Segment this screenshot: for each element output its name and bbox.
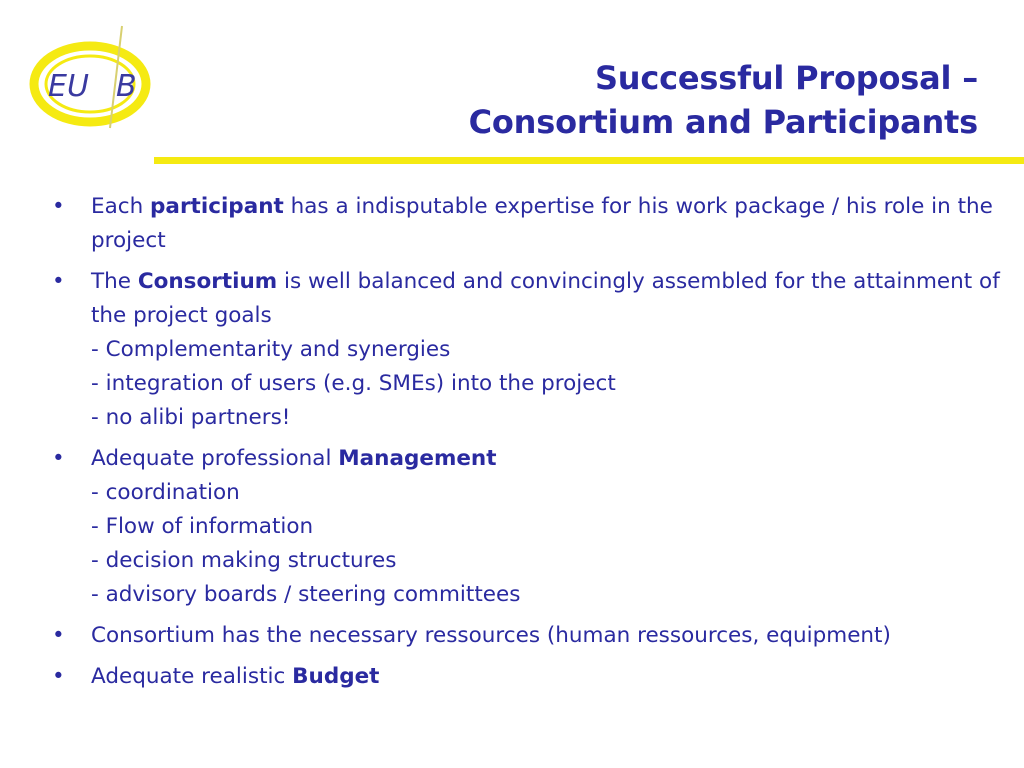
bullet-text-bold: Consortium: [137, 269, 278, 294]
bullet-icon: •: [52, 194, 65, 219]
bullet-icon: •: [52, 269, 65, 294]
bullet-text-pre: Each: [91, 194, 151, 219]
sub-item: - integration of users (e.g. SMEs) into the project: [91, 371, 616, 396]
bullet-icon: •: [52, 664, 65, 689]
bullet-text: [91, 664, 379, 689]
eub-logo: [18, 20, 168, 130]
title-divider: [154, 157, 1024, 164]
sub-item: - no alibi partners!: [91, 405, 291, 430]
bullet-text: Consortium has the necessary ressources (human ressources, equipment): [91, 623, 891, 648]
sub-item: - Complementarity and synergies: [91, 337, 451, 362]
bullet-item-consortium: [52, 265, 1018, 435]
sub-item: - advisory boards / steering committees: [91, 582, 521, 607]
bullet-item-resources: [52, 619, 1018, 653]
bullet-text: [91, 446, 497, 471]
bullet-text-pre: Adequate professional: [91, 446, 339, 471]
bullet-item-participant: [52, 190, 1018, 258]
bullet-text: [91, 269, 1000, 328]
slide-title-line-1: Successful Proposal –: [594, 59, 978, 97]
svg-text:EU: EU: [48, 69, 89, 104]
sub-item: - Flow of information: [91, 514, 314, 539]
bullet-text-post: is well balanced and convincingly assembled for the attainment of the project goals: [91, 269, 1000, 328]
bullet-item-budget: [52, 660, 1018, 694]
bullet-text-bold: Budget: [292, 664, 380, 689]
bullet-list: [52, 190, 1018, 701]
svg-text:B: B: [116, 69, 137, 104]
bullet-icon: •: [52, 446, 65, 471]
bullet-text-pre: Adequate realistic: [91, 664, 293, 689]
slide-title: [338, 56, 978, 144]
bullet-icon: •: [52, 623, 65, 648]
slide-title-line-2: Consortium and Participants: [468, 103, 978, 141]
sub-item: - decision making structures: [91, 548, 397, 573]
bullet-item-management: [52, 442, 1018, 612]
sub-item: - coordination: [91, 480, 240, 505]
bullet-text: [91, 194, 993, 253]
bullet-text-pre: The: [91, 269, 138, 294]
bullet-text-bold: participant: [150, 194, 284, 219]
bullet-text-bold: Management: [338, 446, 497, 471]
bullet-text-post: has a indisputable expertise for his work package / his role in the project: [91, 194, 993, 253]
